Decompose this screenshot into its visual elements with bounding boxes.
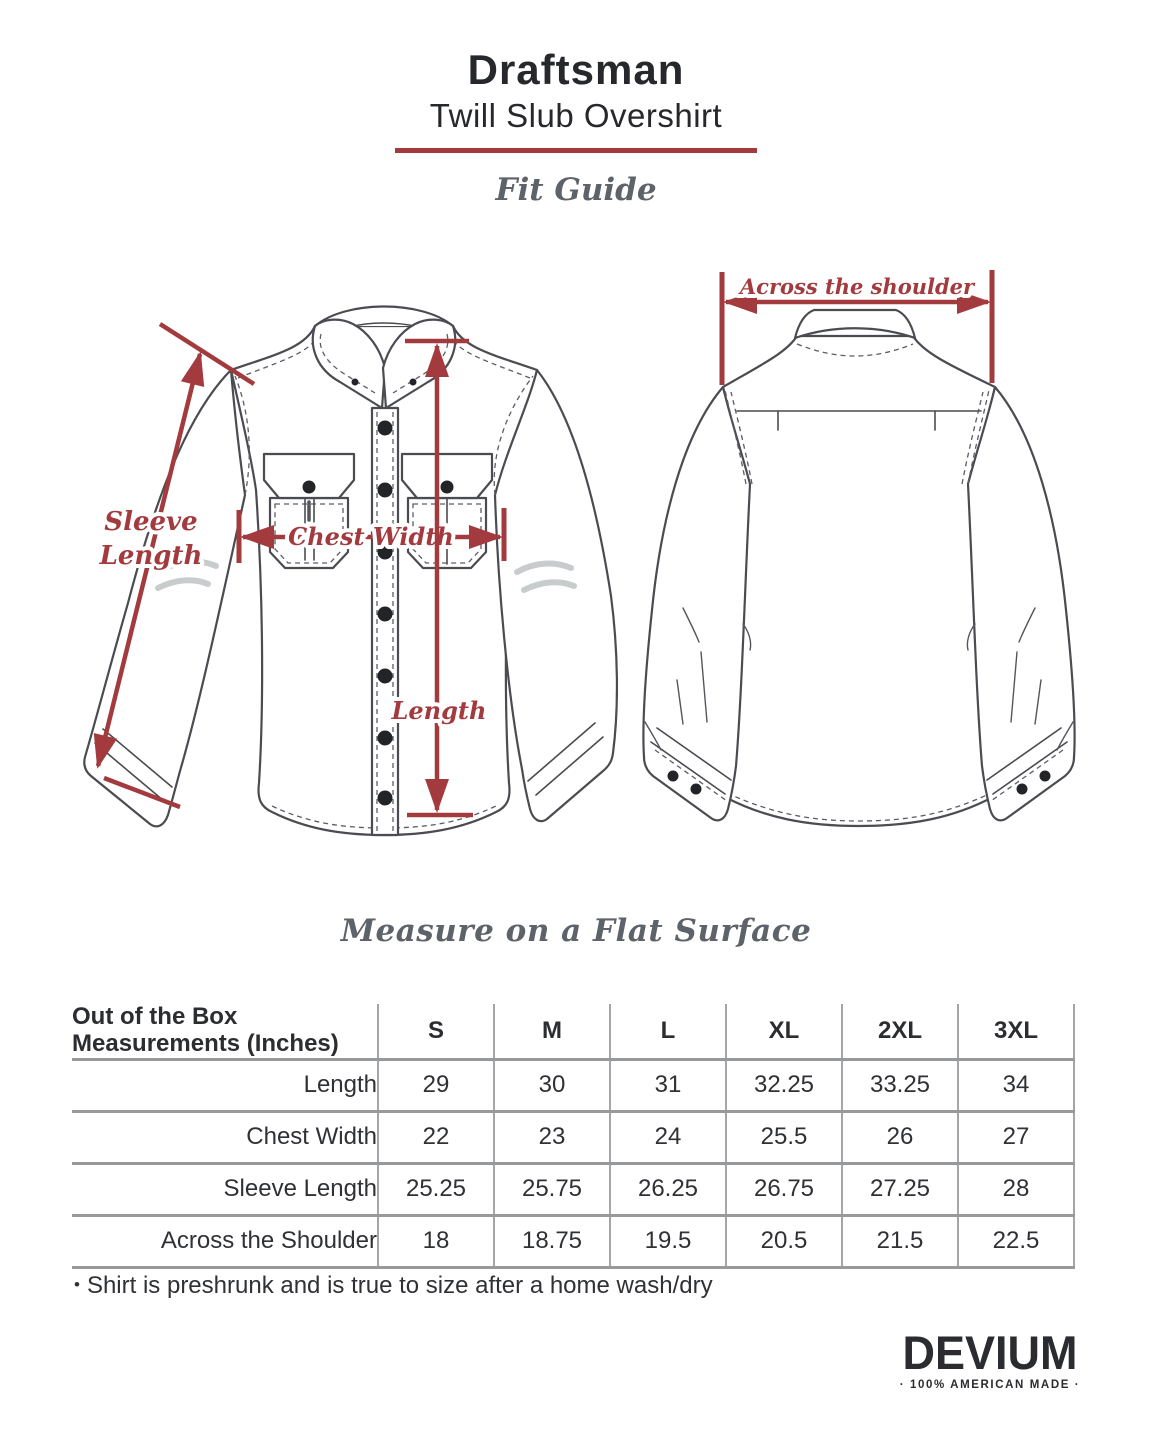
chest-width-label: Chest Width	[288, 522, 454, 551]
column-header-m: M	[494, 1004, 610, 1059]
front-right-sleeve	[495, 370, 617, 821]
column-header-l: L	[610, 1004, 726, 1059]
devium-logo	[898, 1325, 1082, 1391]
size-table-header-row	[72, 1004, 1074, 1059]
brand-wordmark: DEVIUM	[902, 1325, 1078, 1380]
collar-button	[410, 379, 417, 386]
column-header-2xl: 2XL	[842, 1004, 958, 1059]
table-row: Length 29 30 31 32.25 33.25 34	[72, 1059, 1074, 1111]
sleeve-length-label-line1: Sleeve	[104, 507, 198, 537]
table-row: Sleeve Length 25.25 25.75 26.25 26.75 27.25 28	[72, 1163, 1074, 1215]
front-left-sleeve	[84, 370, 245, 826]
row-label: Length	[72, 1059, 378, 1111]
length-label: Length	[391, 696, 487, 725]
size-table	[72, 1004, 1075, 1269]
accent-divider	[395, 148, 757, 153]
column-header-xl: XL	[726, 1004, 842, 1059]
cuff-button	[1017, 784, 1028, 795]
page-title: Draftsman	[467, 46, 685, 93]
across-shoulder-label: Across the shoulder	[739, 274, 975, 299]
table-corner-label: Out of the Box Measurements (Inches)	[72, 1004, 378, 1059]
column-header-3xl: 3XL	[958, 1004, 1074, 1059]
brand-tagline: · 100% AMERICAN MADE ·	[899, 1379, 1081, 1391]
cuff-button	[668, 771, 679, 782]
cuff-button	[1040, 771, 1051, 782]
table-row: Chest Width 22 23 24 25.5 26 27	[72, 1111, 1074, 1163]
shirt-back-drawing	[615, 252, 1135, 852]
sleeve-length-label-line2: Length	[99, 541, 203, 571]
row-label: Across the Shoulder	[72, 1215, 378, 1267]
collar-button	[352, 379, 359, 386]
table-row: Across the Shoulder 18 18.75 19.5 20.5 21.5 22.5	[72, 1215, 1074, 1267]
back-collar	[795, 310, 915, 338]
measure-heading: Measure on a Flat Surface	[340, 913, 812, 949]
back-body	[713, 336, 1006, 826]
cuff-button	[691, 784, 702, 795]
fit-guide-heading: Fit Guide	[495, 172, 657, 208]
row-label: Sleeve Length	[72, 1163, 378, 1215]
shirt-front-drawing	[58, 258, 618, 858]
preshrunk-note: • Shirt is preshrunk and is true to size after a home wash/dry	[74, 1272, 713, 1299]
column-header-s: S	[378, 1004, 494, 1059]
page-subtitle: Twill Slub Overshirt	[429, 97, 723, 134]
row-label: Chest Width	[72, 1111, 378, 1163]
bullet-icon: •	[74, 1275, 80, 1294]
